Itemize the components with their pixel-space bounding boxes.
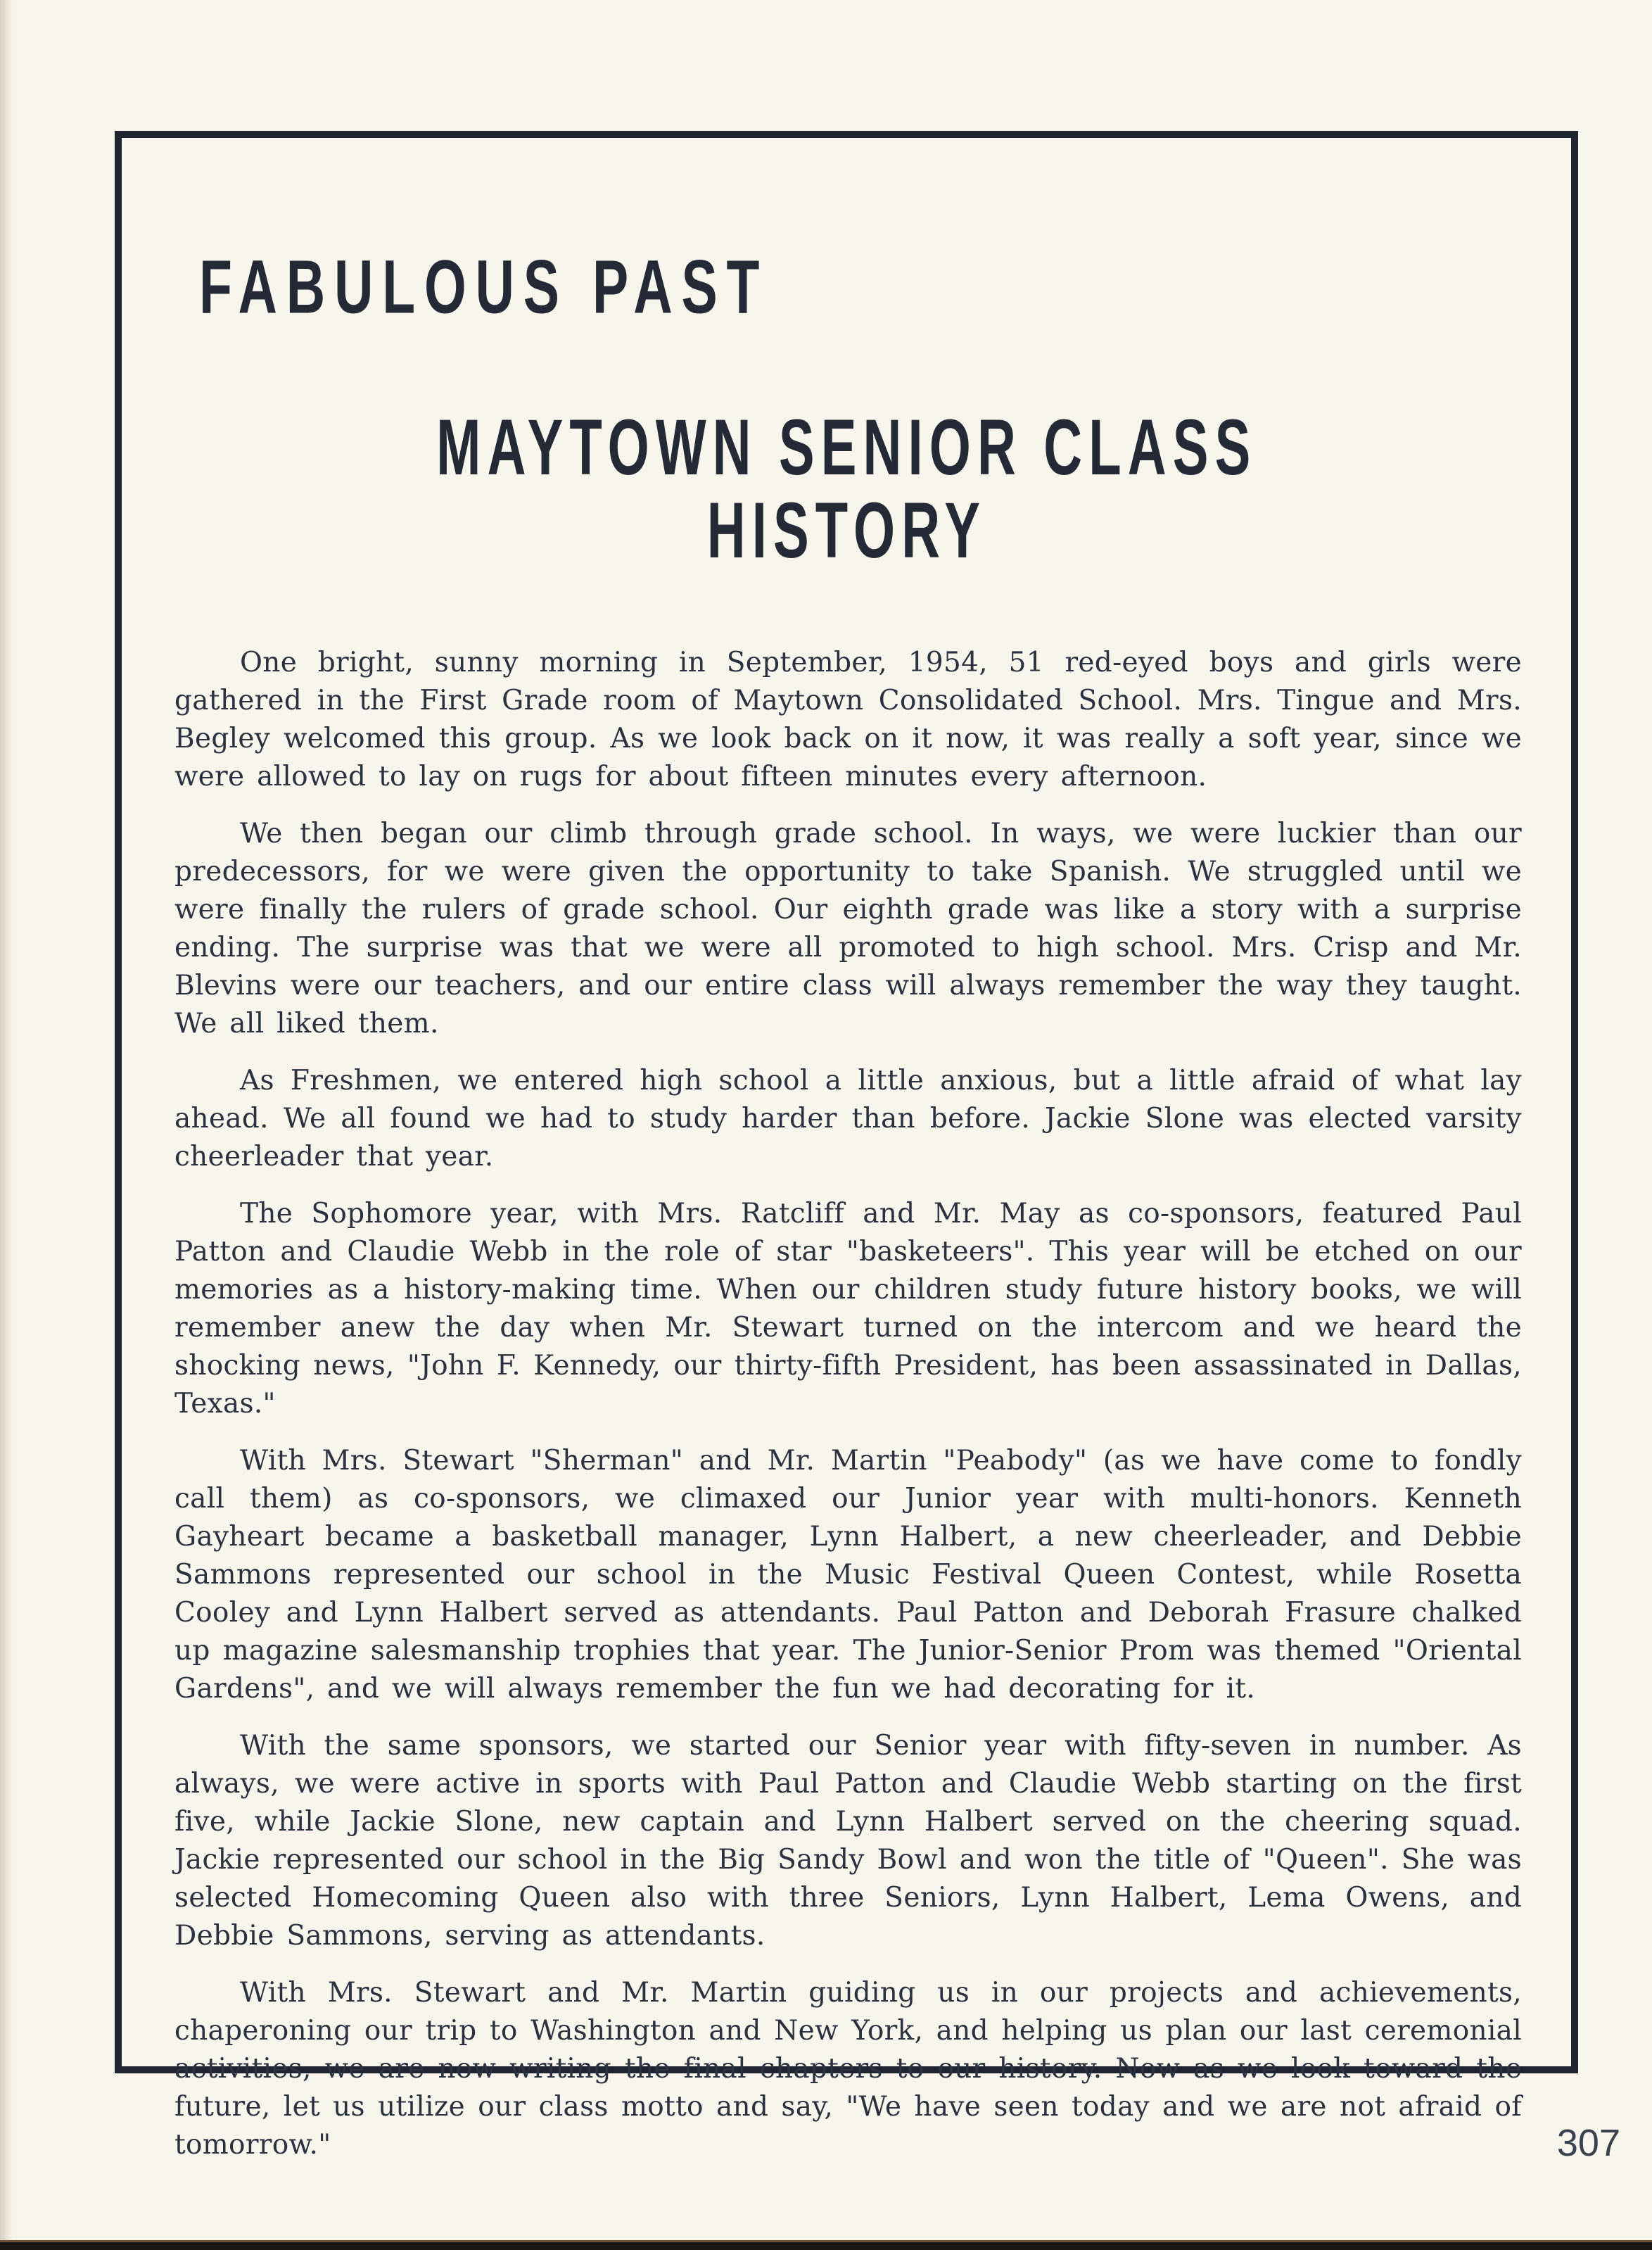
kicker-heading-text: FABULOUS PAST [199,245,769,330]
paragraph-senior: With the same sponsors, we started our Senior year with fifty-seven in number. As always, we were active in sports with Paul Patton and Claudie Webb starting on the first five, while Jackie Slone, new captain and Lynn Halbert served on the cheering squad. Jackie represented our school in the Big Sandy Bowl and won the title of "Queen". She was selected Homecoming Queen also with three Seniors, Lynn Halbert, Lema Owens, and Debbie Sammons, serving as attendants. [174,1730,1522,1952]
page-number: 307 [1556,2122,1620,2164]
scan-edge-left [0,0,13,2250]
page-title-line-2 [122,486,1571,575]
paragraph-sophomore: The Sophomore year, with Mrs. Ratcliff and Mr. May as co-sponsors, featured Paul Patton and Claudie Webb in the role of star "basketeers". This year will be etched on our memories as a history-making time. When our children study future history books, we will remember anew the day when Mr. Stewart turned on the intercom and we heard the shocking news, "John F. Kennedy, our thirty-fifth President, has been assassinated in Dallas, Texas." [174,1198,1522,1420]
page-title-line-2-text: HISTORY [706,486,986,575]
paragraph-grade-school: We then began our climb through grade school. In ways, we were luckier than our predecessors, for we were given the opportunity to take Spanish. We struggled until we were finally the rulers of grade school. Our eighth grade was like a story with a surprise ending. The surprise was that we were all promoted to high school. Mrs. Crisp and Mr. Blevins were our teachers, and our entire class will always remember the way they taught. We all liked them. [174,818,1522,1039]
paragraph-freshman: As Freshmen, we entered high school a little anxious, but a little afraid of what lay ahead. We all found we had to study harder than before. Jackie Slone was elected varsity cheerleader that year. [174,1065,1522,1173]
scan-edge-bottom [0,2240,1652,2250]
paragraph-first-grade: One bright, sunny morning in September, 1954, 51 red-eyed boys and girls were gathered in the First Grade room of Maytown Consolidated School. Mrs. Tingue and Mrs. Begley welcomed this group. As we look back on it now, it was really a soft year, since we were allowed to lay on rugs for about fifteen minutes every afternoon. [174,647,1522,792]
paragraph-junior: With Mrs. Stewart "Sherman" and Mr. Martin "Peabody" (as we have come to fondly call them) as co-sponsors, we climaxed our Junior year with multi-honors. Kenneth Gayheart became a basketball manager, Lynn Halbert, a new cheerleader, and Debbie Sammons represented our school in the Music Festival Queen Contest, while Rosetta Cooley and Lynn Halbert served as attendants. Paul Patton and Deborah Frasure chalked up magazine salesmanship trophies that year. The Junior-Senior Prom was themed "Oriental Gardens", and we will always remember the fun we had decorating for it. [174,1445,1522,1705]
page-title-line-1 [122,403,1571,492]
kicker-heading [199,245,911,330]
page-title-line-1-text: MAYTOWN SENIOR CLASS [436,403,1257,492]
history-body-text [174,644,1522,2164]
page-title [122,403,1571,575]
paragraph-closing: With Mrs. Stewart and Mr. Martin guiding us in our projects and achievements, chaperoning our trip to Washington and New York, and helping us plan our last ceremonial activities, we are now writing the final chapters to our history. Now as we look toward the future, let us utilize our class motto and say, "We have seen today and we are not afraid of tomorrow." [174,1977,1522,2161]
